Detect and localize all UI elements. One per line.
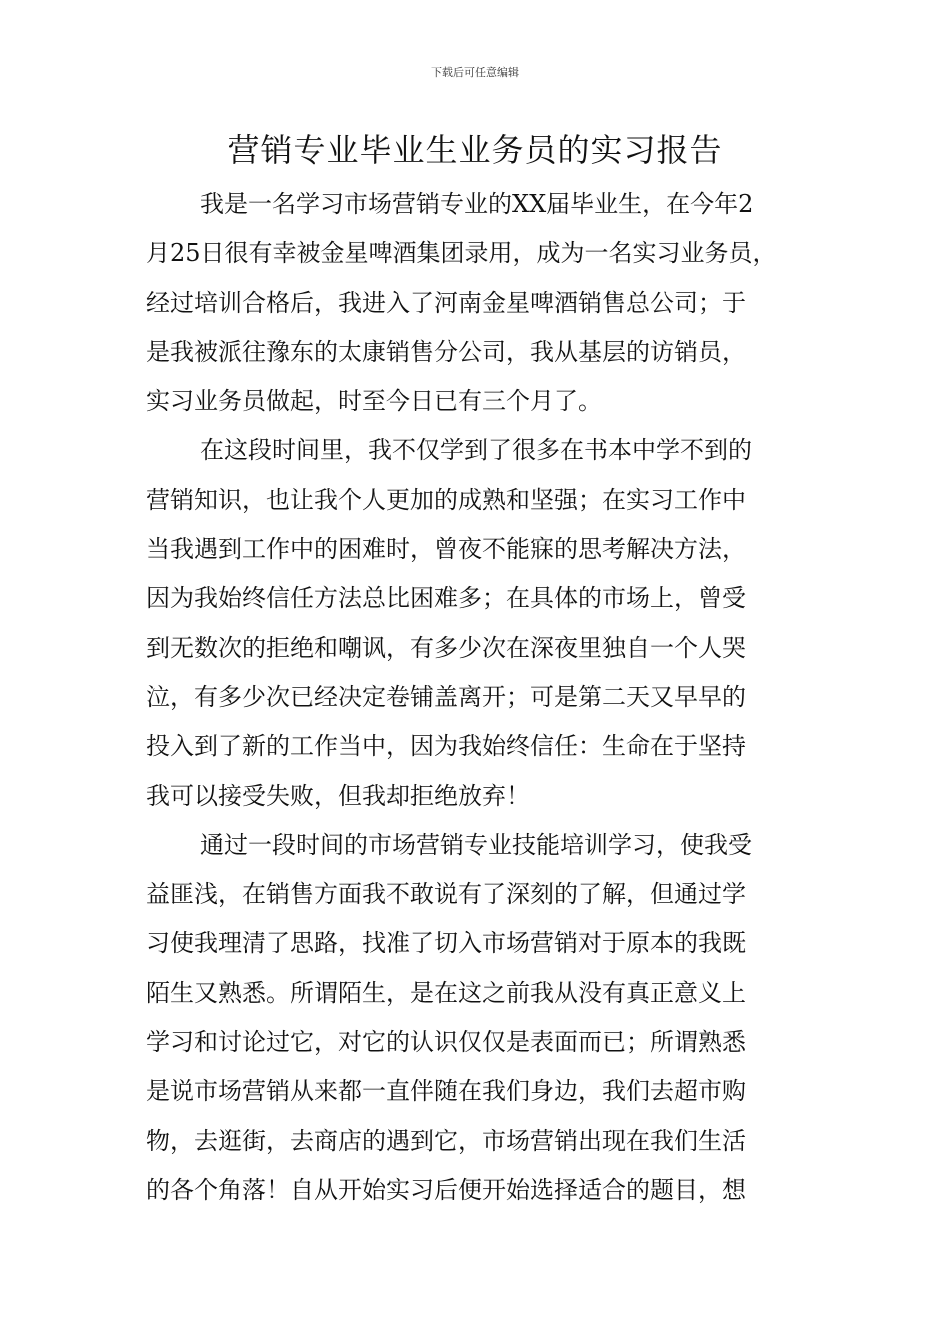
text-line: 通过一段时间的市场营销专业技能培训学习，使我受 — [200, 830, 752, 859]
text-line: 的各个角落！自从开始实习后便开始选择适合的题目，想 — [146, 1175, 746, 1204]
document-title: 营销专业毕业生业务员的实习报告 — [227, 131, 723, 169]
header-note: 下载后可任意编辑 — [431, 66, 519, 79]
text-line: 营销知识，也让我个人更加的成熟和坚强；在实习工作中 — [146, 485, 746, 514]
paragraph-2 — [146, 426, 826, 820]
paragraph-3 — [146, 821, 826, 1215]
text-line: 泣，有多少次已经决定卷铺盖离开；可是第二天又早早的 — [146, 682, 746, 711]
document-body — [146, 180, 826, 1215]
text-line: 我是一名学习市场营销专业的XX届毕业生，在今年2 — [200, 190, 754, 218]
text-line: 陌生又熟悉。所谓陌生，是在这之前我从没有真正意义上 — [146, 978, 746, 1007]
text-line: 投入到了新的工作当中，因为我始终信任：生命在于坚持 — [146, 732, 746, 761]
text-line: 物，去逛街，去商店的遇到它，市场营销出现在我们生活 — [146, 1126, 746, 1155]
text-line: 当我遇到工作中的困难时，曾夜不能寐的思考解决方法， — [146, 535, 746, 564]
text-line: 因为我始终信任方法总比困难多；在具体的市场上，曾受 — [146, 584, 746, 613]
text-line: 月25日很有幸被金星啤酒集团录用，成为一名实习业务员， — [146, 239, 777, 268]
text-line: 我可以接受失败，但我却拒绝放弃！ — [146, 781, 530, 810]
text-line: 经过培训合格后，我进入了河南金星啤酒销售总公司；于 — [146, 288, 746, 317]
text-line: 益匪浅，在销售方面我不敢说有了深刻的了解，但通过学 — [146, 880, 746, 909]
paragraph-1 — [146, 180, 826, 426]
text-line: 习使我理清了思路，找准了切入市场营销对于原本的我既 — [146, 929, 746, 958]
text-line: 学习和讨论过它，对它的认识仅仅是表面而已；所谓熟悉 — [146, 1028, 746, 1057]
text-line: 到无数次的拒绝和嘲讽，有多少次在深夜里独自一个人哭 — [146, 633, 746, 662]
text-line: 实习业务员做起，时至今日已有三个月了。 — [146, 387, 602, 416]
text-line: 是说市场营销从来都一直伴随在我们身边，我们去超市购 — [146, 1077, 746, 1106]
text-line: 是我被派往豫东的太康销售分公司，我从基层的访销员， — [146, 337, 746, 366]
text-line: 在这段时间里，我不仅学到了很多在书本中学不到的 — [200, 436, 752, 465]
